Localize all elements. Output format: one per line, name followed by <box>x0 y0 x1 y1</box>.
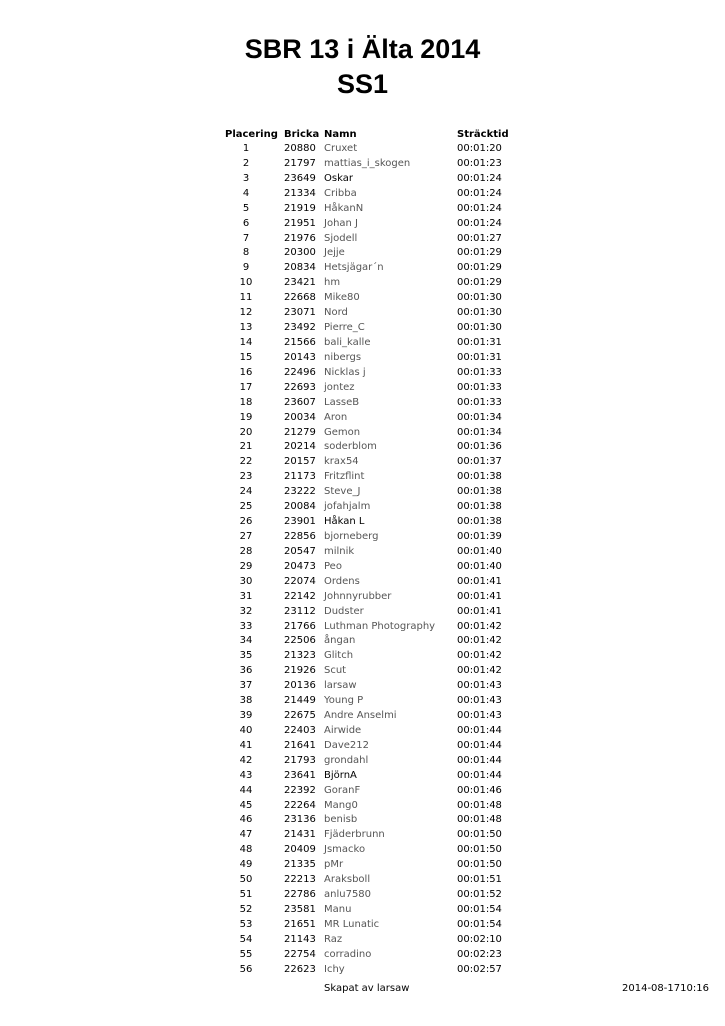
namn-cell: Mike80 <box>324 292 360 304</box>
tid-cell: 00:01:33 <box>457 366 502 378</box>
tid-cell: 00:01:29 <box>457 277 502 289</box>
placering-cell: 18 <box>239 396 253 408</box>
bricka-cell: 21641 <box>284 739 316 751</box>
namn-cell: Jejje <box>324 247 345 259</box>
namn-cell: Raz <box>324 933 343 945</box>
table-row <box>0 590 725 605</box>
namn-cell: Oskar <box>324 172 353 184</box>
tid-cell: 00:01:41 <box>457 575 502 587</box>
bricka-cell: 21951 <box>284 217 316 229</box>
namn-cell: MR Lunatic <box>324 918 380 930</box>
placering-cell: 17 <box>239 381 253 393</box>
placering-cell: 22 <box>239 456 253 468</box>
table-row <box>0 903 725 918</box>
tid-cell: 00:01:50 <box>457 829 502 841</box>
bricka-cell: 22754 <box>284 948 316 960</box>
tid-cell: 00:01:38 <box>457 486 502 498</box>
bricka-cell: 20034 <box>284 411 316 423</box>
placering-cell: 29 <box>239 560 253 572</box>
namn-cell: Aron <box>324 411 348 423</box>
namn-cell: krax54 <box>324 456 359 468</box>
tid-cell: 00:01:42 <box>457 620 502 632</box>
namn-cell: grondahl <box>324 754 369 766</box>
table-row <box>0 709 725 724</box>
placering-cell: 56 <box>239 963 253 975</box>
bricka-cell: 20136 <box>284 680 316 692</box>
namn-cell: Pierre_C <box>324 322 365 334</box>
table-row <box>0 799 725 814</box>
placering-cell: 36 <box>239 665 253 677</box>
table-row <box>0 754 725 769</box>
placering-cell: 2 <box>242 157 250 169</box>
namn-cell: nibergs <box>324 351 362 363</box>
placering-cell: 41 <box>239 739 253 751</box>
table-row <box>0 948 725 963</box>
placering-cell: 39 <box>239 710 253 722</box>
placering-cell: 42 <box>239 754 253 766</box>
bricka-cell: 23071 <box>284 307 316 319</box>
placering-cell: 5 <box>242 202 250 214</box>
bricka-cell: 21431 <box>284 829 316 841</box>
table-row <box>0 560 725 575</box>
tid-cell: 00:01:43 <box>457 695 502 707</box>
namn-cell: benisb <box>324 814 358 826</box>
bricka-cell: 20143 <box>284 351 316 363</box>
table-row <box>0 291 725 306</box>
placering-cell: 23 <box>239 471 253 483</box>
placering-cell: 26 <box>239 516 253 528</box>
placering-cell: 55 <box>239 948 253 960</box>
placering-cell: 11 <box>239 292 253 304</box>
table-row <box>0 336 725 351</box>
bricka-cell: 23492 <box>284 322 316 334</box>
table-row <box>0 813 725 828</box>
bricka-cell: 22496 <box>284 366 316 378</box>
placering-cell: 34 <box>239 635 253 647</box>
bricka-cell: 22693 <box>284 381 316 393</box>
table-row <box>0 485 725 500</box>
table-row <box>0 649 725 664</box>
header-bricka: Bricka <box>284 129 320 140</box>
namn-cell: jontez <box>324 381 355 393</box>
header-placering: Placering <box>225 129 278 140</box>
namn-cell: Nicklas j <box>324 366 366 378</box>
placering-cell: 32 <box>239 605 253 617</box>
tid-cell: 00:01:46 <box>457 784 502 796</box>
tid-cell: 00:01:33 <box>457 381 502 393</box>
placering-cell: 24 <box>239 486 253 498</box>
table-row <box>0 918 725 933</box>
bricka-cell: 22668 <box>284 292 316 304</box>
namn-cell: Johnnyrubber <box>324 590 392 602</box>
namn-cell: soderblom <box>324 441 377 453</box>
tid-cell: 00:01:38 <box>457 516 502 528</box>
tid-cell: 00:01:38 <box>457 501 502 513</box>
placering-cell: 40 <box>239 724 253 736</box>
table-row <box>0 187 725 202</box>
namn-cell: Jsmacko <box>324 844 366 856</box>
placering-cell: 37 <box>239 680 253 692</box>
placering-cell: 45 <box>239 799 253 811</box>
tid-cell: 00:01:20 <box>457 143 502 154</box>
bricka-cell: 22213 <box>284 874 316 886</box>
namn-cell: corradino <box>324 948 372 960</box>
tid-cell: 00:01:29 <box>457 247 502 259</box>
bricka-cell: 21651 <box>284 918 316 930</box>
table-row <box>0 351 725 366</box>
bricka-cell: 21279 <box>284 426 316 438</box>
namn-cell: Fjäderbrunn <box>324 829 385 841</box>
tid-cell: 00:01:37 <box>457 456 502 468</box>
placering-cell: 35 <box>239 650 253 662</box>
bricka-cell: 23136 <box>284 814 316 826</box>
placering-cell: 38 <box>239 695 253 707</box>
table-row <box>0 575 725 590</box>
table-row <box>0 366 725 381</box>
namn-cell: Cribba <box>324 187 357 199</box>
tid-cell: 00:01:42 <box>457 650 502 662</box>
bricka-cell: 22392 <box>284 784 316 796</box>
placering-cell: 31 <box>239 590 253 602</box>
namn-cell: larsaw <box>324 680 357 692</box>
bricka-cell: 21566 <box>284 336 316 348</box>
placering-cell: 9 <box>242 262 250 274</box>
table-row <box>0 276 725 291</box>
bricka-cell: 21143 <box>284 933 316 945</box>
namn-cell: LasseB <box>324 396 360 408</box>
table-row <box>0 321 725 336</box>
tid-cell: 00:01:44 <box>457 739 502 751</box>
bricka-cell: 21926 <box>284 665 316 677</box>
table-row <box>0 381 725 396</box>
table-row <box>0 634 725 649</box>
placering-cell: 3 <box>242 172 250 184</box>
bricka-cell: 20880 <box>284 143 316 154</box>
placering-cell: 46 <box>239 814 253 826</box>
namn-cell: anlu7580 <box>324 889 372 901</box>
tid-cell: 00:01:41 <box>457 590 502 602</box>
tid-cell: 00:01:24 <box>457 187 502 199</box>
table-row <box>0 426 725 441</box>
footer-date: 2014-08-1710:16 <box>622 983 709 994</box>
tid-cell: 00:01:52 <box>457 889 502 901</box>
bricka-cell: 21334 <box>284 187 316 199</box>
bricka-cell: 20473 <box>284 560 316 572</box>
table-row <box>0 202 725 217</box>
tid-cell: 00:01:54 <box>457 904 502 916</box>
namn-cell: Cruxet <box>324 143 358 154</box>
tid-cell: 00:01:24 <box>457 217 502 229</box>
bricka-cell: 23901 <box>284 516 316 528</box>
placering-cell: 4 <box>242 187 250 199</box>
table-row <box>0 620 725 635</box>
results-table <box>0 142 725 978</box>
tid-cell: 00:01:50 <box>457 844 502 856</box>
table-row <box>0 142 725 157</box>
placering-cell: 27 <box>239 530 253 542</box>
placering-cell: 13 <box>239 322 253 334</box>
table-row <box>0 500 725 515</box>
bricka-cell: 21793 <box>284 754 316 766</box>
namn-cell: Sjodell <box>324 232 358 244</box>
bricka-cell: 21766 <box>284 620 316 632</box>
tid-cell: 00:01:43 <box>457 710 502 722</box>
table-row <box>0 172 725 187</box>
namn-cell: milnik <box>324 545 355 557</box>
tid-cell: 00:01:43 <box>457 680 502 692</box>
placering-cell: 16 <box>239 366 253 378</box>
table-row <box>0 232 725 247</box>
namn-cell: Glitch <box>324 650 354 662</box>
placering-cell: 53 <box>239 918 253 930</box>
tid-cell: 00:01:33 <box>457 396 502 408</box>
tid-cell: 00:02:57 <box>457 963 502 975</box>
tid-cell: 00:01:48 <box>457 799 502 811</box>
tid-cell: 00:01:44 <box>457 754 502 766</box>
tid-cell: 00:01:44 <box>457 769 502 781</box>
table-row <box>0 784 725 799</box>
namn-cell: Gemon <box>324 426 361 438</box>
namn-cell: Steve_J <box>324 486 361 498</box>
table-row <box>0 933 725 948</box>
bricka-cell: 22786 <box>284 889 316 901</box>
tid-cell: 00:01:27 <box>457 232 502 244</box>
placering-cell: 44 <box>239 784 253 796</box>
tid-cell: 00:01:42 <box>457 635 502 647</box>
namn-cell: pMr <box>324 859 344 871</box>
table-row <box>0 545 725 560</box>
bricka-cell: 22403 <box>284 724 316 736</box>
placering-cell: 25 <box>239 501 253 513</box>
namn-cell: bjorneberg <box>324 530 379 542</box>
table-row <box>0 246 725 261</box>
namn-cell: Ordens <box>324 575 360 587</box>
bricka-cell: 22506 <box>284 635 316 647</box>
bricka-cell: 22074 <box>284 575 316 587</box>
bricka-cell: 22264 <box>284 799 316 811</box>
page-title: SBR 13 i Älta 2014 <box>244 34 481 64</box>
bricka-cell: 20157 <box>284 456 316 468</box>
table-row <box>0 470 725 485</box>
table-row <box>0 828 725 843</box>
tid-cell: 00:01:34 <box>457 426 502 438</box>
table-row <box>0 261 725 276</box>
placering-cell: 15 <box>239 351 253 363</box>
tid-cell: 00:01:36 <box>457 441 502 453</box>
tid-cell: 00:01:24 <box>457 172 502 184</box>
table-row <box>0 843 725 858</box>
placering-cell: 6 <box>242 217 250 229</box>
bricka-cell: 21976 <box>284 232 316 244</box>
tid-cell: 00:01:38 <box>457 471 502 483</box>
bricka-cell: 23641 <box>284 769 316 781</box>
bricka-cell: 20547 <box>284 545 316 557</box>
namn-cell: Airwide <box>324 724 362 736</box>
tid-cell: 00:02:23 <box>457 948 502 960</box>
page-subtitle: SS1 <box>336 69 389 99</box>
tid-cell: 00:01:40 <box>457 560 502 572</box>
table-row <box>0 396 725 411</box>
namn-cell: Peo <box>324 560 342 572</box>
namn-cell: Dudster <box>324 605 364 617</box>
placering-cell: 30 <box>239 575 253 587</box>
bricka-cell: 23607 <box>284 396 316 408</box>
table-row <box>0 679 725 694</box>
namn-cell: BjörnA <box>324 769 357 781</box>
placering-cell: 28 <box>239 545 253 557</box>
namn-cell: Fritzflint <box>324 471 365 483</box>
bricka-cell: 20834 <box>284 262 316 274</box>
placering-cell: 21 <box>239 441 253 453</box>
bricka-cell: 23581 <box>284 904 316 916</box>
placering-cell: 54 <box>239 933 253 945</box>
placering-cell: 10 <box>239 277 253 289</box>
table-row <box>0 605 725 620</box>
tid-cell: 00:02:10 <box>457 933 502 945</box>
bricka-cell: 22675 <box>284 710 316 722</box>
namn-cell: bali_kalle <box>324 336 371 348</box>
bricka-cell: 22856 <box>284 530 316 542</box>
bricka-cell: 20409 <box>284 844 316 856</box>
bricka-cell: 21449 <box>284 695 316 707</box>
tid-cell: 00:01:44 <box>457 724 502 736</box>
bricka-cell: 21323 <box>284 650 316 662</box>
bricka-cell: 22142 <box>284 590 316 602</box>
bricka-cell: 20300 <box>284 247 316 259</box>
placering-cell: 52 <box>239 904 253 916</box>
namn-cell: Scut <box>324 665 347 677</box>
tid-cell: 00:01:54 <box>457 918 502 930</box>
table-row <box>0 530 725 545</box>
table-row <box>0 769 725 784</box>
table-row <box>0 306 725 321</box>
table-row <box>0 873 725 888</box>
placering-cell: 48 <box>239 844 253 856</box>
namn-cell: Luthman Photography <box>324 620 436 632</box>
header-namn: Namn <box>324 129 357 140</box>
namn-cell: Araksboll <box>324 874 371 886</box>
namn-cell: mattias_i_skogen <box>324 157 411 169</box>
footer-created-by: Skapat av larsaw <box>324 983 410 994</box>
bricka-cell: 23112 <box>284 605 316 617</box>
namn-cell: Håkan L <box>324 516 365 528</box>
bricka-cell: 21173 <box>284 471 316 483</box>
tid-cell: 00:01:40 <box>457 545 502 557</box>
table-row <box>0 440 725 455</box>
bricka-cell: 23222 <box>284 486 316 498</box>
namn-cell: Nord <box>324 307 348 319</box>
placering-cell: 7 <box>242 232 250 244</box>
tid-cell: 00:01:30 <box>457 307 502 319</box>
namn-cell: Hetsjägar´n <box>324 262 384 274</box>
bricka-cell: 23649 <box>284 172 316 184</box>
tid-cell: 00:01:31 <box>457 351 502 363</box>
namn-cell: Dave212 <box>324 739 369 751</box>
table-row <box>0 858 725 873</box>
placering-cell: 14 <box>239 336 253 348</box>
namn-cell: GoranF <box>324 784 361 796</box>
placering-cell: 51 <box>239 889 253 901</box>
table-row <box>0 157 725 172</box>
namn-cell: Andre Anselmi <box>324 710 397 722</box>
placering-cell: 33 <box>239 620 253 632</box>
tid-cell: 00:01:23 <box>457 157 502 169</box>
namn-cell: Young P <box>324 695 364 707</box>
tid-cell: 00:01:50 <box>457 859 502 871</box>
table-row <box>0 963 725 978</box>
placering-cell: 1 <box>242 143 250 154</box>
namn-cell: HåkanN <box>324 202 364 214</box>
placering-cell: 49 <box>239 859 253 871</box>
table-row <box>0 724 725 739</box>
table-row <box>0 739 725 754</box>
table-row <box>0 411 725 426</box>
bricka-cell: 21797 <box>284 157 316 169</box>
tid-cell: 00:01:31 <box>457 336 502 348</box>
namn-cell: Johan J <box>324 217 358 229</box>
tid-cell: 00:01:48 <box>457 814 502 826</box>
bricka-cell: 20084 <box>284 501 316 513</box>
namn-cell: Manu <box>324 904 352 916</box>
header-tid: Sträcktid <box>457 129 509 140</box>
tid-cell: 00:01:29 <box>457 262 502 274</box>
namn-cell: Ichy <box>324 963 345 975</box>
tid-cell: 00:01:30 <box>457 322 502 334</box>
namn-cell: Mang0 <box>324 799 358 811</box>
placering-cell: 43 <box>239 769 253 781</box>
tid-cell: 00:01:39 <box>457 530 502 542</box>
tid-cell: 00:01:34 <box>457 411 502 423</box>
table-row <box>0 694 725 709</box>
tid-cell: 00:01:51 <box>457 874 502 886</box>
bricka-cell: 21919 <box>284 202 316 214</box>
table-row <box>0 217 725 232</box>
tid-cell: 00:01:41 <box>457 605 502 617</box>
bricka-cell: 20214 <box>284 441 316 453</box>
tid-cell: 00:01:30 <box>457 292 502 304</box>
placering-cell: 8 <box>242 247 250 259</box>
placering-cell: 19 <box>239 411 253 423</box>
placering-cell: 50 <box>239 874 253 886</box>
namn-cell: ångan <box>324 635 356 647</box>
namn-cell: hm <box>324 277 341 289</box>
table-row <box>0 455 725 470</box>
table-row <box>0 515 725 530</box>
table-row <box>0 888 725 903</box>
table-row <box>0 664 725 679</box>
namn-cell: jofahjalm <box>324 501 371 513</box>
placering-cell: 12 <box>239 307 253 319</box>
tid-cell: 00:01:42 <box>457 665 502 677</box>
placering-cell: 20 <box>239 426 253 438</box>
tid-cell: 00:01:24 <box>457 202 502 214</box>
bricka-cell: 23421 <box>284 277 316 289</box>
bricka-cell: 21335 <box>284 859 316 871</box>
bricka-cell: 22623 <box>284 963 316 975</box>
placering-cell: 47 <box>239 829 253 841</box>
